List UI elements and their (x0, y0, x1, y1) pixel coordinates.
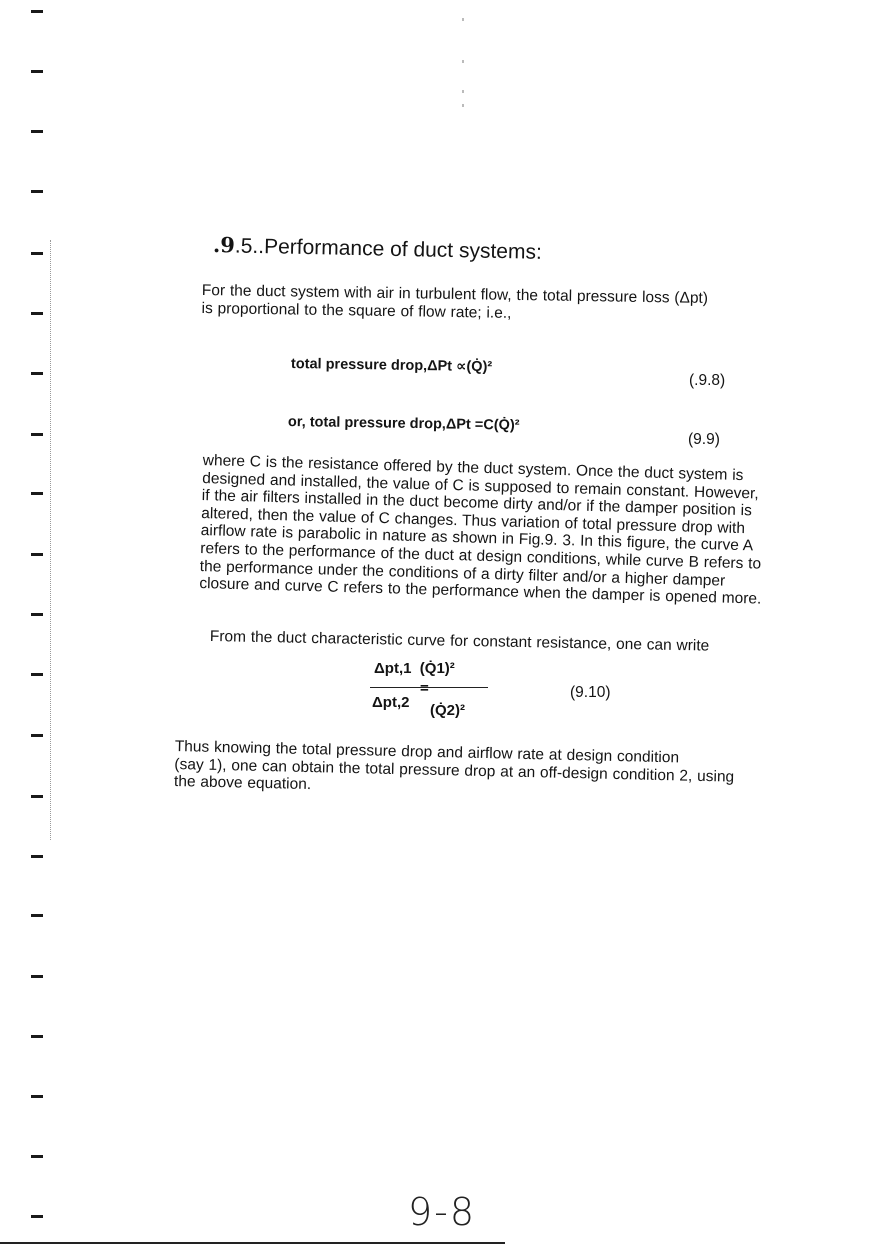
margin-tick (31, 252, 43, 255)
scan-speck (462, 18, 464, 21)
margin-tick (31, 492, 43, 495)
margin-tick (31, 1155, 43, 1158)
margin-tick (31, 70, 43, 73)
margin-tick (31, 190, 43, 193)
margin-tick (31, 433, 43, 436)
section-heading (213, 232, 542, 265)
margin-tick (31, 914, 43, 917)
scan-speck (462, 90, 464, 93)
equation-9-8: total pressure drop,ΔPt ∝(Q̇)² (290, 356, 493, 376)
equation-number-9-8: (.9.8) (689, 372, 726, 389)
margin-tick (31, 372, 43, 375)
binding-edge (50, 240, 52, 840)
section-title: .5..Performance of duct systems: (234, 234, 543, 264)
margin-tick (31, 130, 43, 133)
conclusion-paragraph: Thus knowing the total pressure drop and airflow rate at design condition (say 1), one can obtain the total pressure drop at an off-design condition 2, using the above equation. (173, 738, 735, 794)
margin-tick (31, 312, 43, 315)
fraction-denominator-right: (Q̇2)² (430, 702, 465, 719)
scan-speck (462, 104, 464, 107)
page-number: 9-8 (408, 1190, 477, 1234)
characteristic-curve-paragraph: From the duct characteristic curve for constant resistance, one can write (209, 628, 710, 655)
margin-tick (31, 1035, 43, 1038)
handwritten-chapter-number: .9 (212, 232, 236, 258)
fraction-numerator: Δpt,1 (Q̇1)² (374, 660, 455, 677)
margin-tick (31, 734, 43, 737)
page-bottom-rule (0, 1242, 505, 1244)
margin-tick (31, 553, 43, 556)
margin-tick (31, 613, 43, 616)
fraction-bar (370, 687, 488, 688)
scan-speck (462, 60, 464, 63)
margin-tick (31, 10, 43, 13)
margin-tick (31, 673, 43, 676)
margin-tick (31, 975, 43, 978)
margin-tick (31, 1095, 43, 1098)
equation-9-10 (370, 660, 490, 730)
equation-number-9-9: (9.9) (688, 431, 720, 448)
equals-sign: = (420, 680, 429, 697)
margin-tick (31, 1215, 43, 1218)
margin-tick (31, 795, 43, 798)
equation-9-9: or, total pressure drop,ΔPt =C(Q̇)² (287, 414, 520, 434)
margin-tick (31, 855, 43, 858)
fraction-denominator-left: Δpt,2 (372, 694, 410, 711)
resistance-paragraph: where C is the resistance offered by the duct system. Once the duct system is designed and installed, the value of C is supposed to remain constant. However, if the air filters installed in the duct become dirty and/or if the damper position is altered, then the value of C changes. Thus variation of total pressure drop with airflow rate is parabolic in nature as shown in Fig.9. 3. In this figure, the curve A refers to the performance of the duct at design conditions, while curve B refers to the performance under the conditions of a dirty filter and/or a higher damper closure and curve C refers to the performance when the damper is opened more. (199, 452, 762, 608)
equation-number-9-10: (9.10) (570, 684, 611, 701)
intro-paragraph: For the duct system with air in turbulent flow, the total pressure loss (Δpt) is proportional to the square of flow rate; i.e., (201, 282, 709, 322)
